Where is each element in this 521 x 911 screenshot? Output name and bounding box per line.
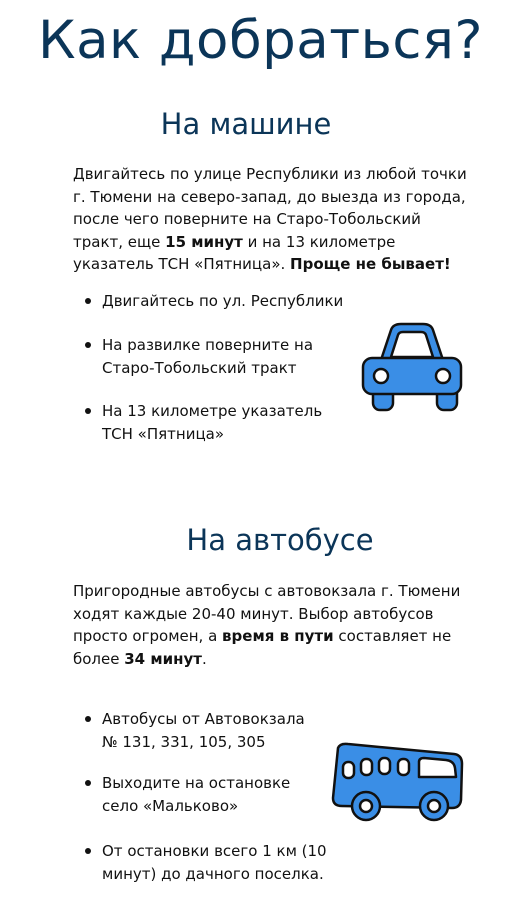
list-item: Автобусы от Автовокзала № 131, 331, 105, 305 [102,708,317,753]
car-description: Двигайтесь по улице Республики из любой точки г. Тюмени на северо-запад, до выезда из города, после чего поверните на Старо-Тобольский тракт, еще 15 минут и на 13 километре указатель ТСН «Пятница». Проще не бывает! [73,165,467,273]
list-item: От остановки всего 1 км (10 минут) до дачного поселка. [102,840,332,885]
bus-icon [328,740,466,826]
list-item: На развилке поверните на Старо-Тобольский тракт [102,334,332,379]
bus-section-title: На автобусе [186,523,374,557]
page-title: Как добраться? [37,10,484,71]
list-item: Выходите на остановке село «Мальково» [102,772,317,817]
car-section-title: На машине [160,107,332,141]
bus-description: Пригородные автобусы с автовокзала г. Тюмени ходят каждые 20-40 минут. Выбор автобусов просто огромен, а время в пути составляет не более 34 минут. [73,582,461,668]
list-item: На 13 километре указатель ТСН «Пятница» [102,400,332,445]
car-icon [357,320,467,414]
list-item: Двигайтесь по ул. Республики [102,290,372,313]
